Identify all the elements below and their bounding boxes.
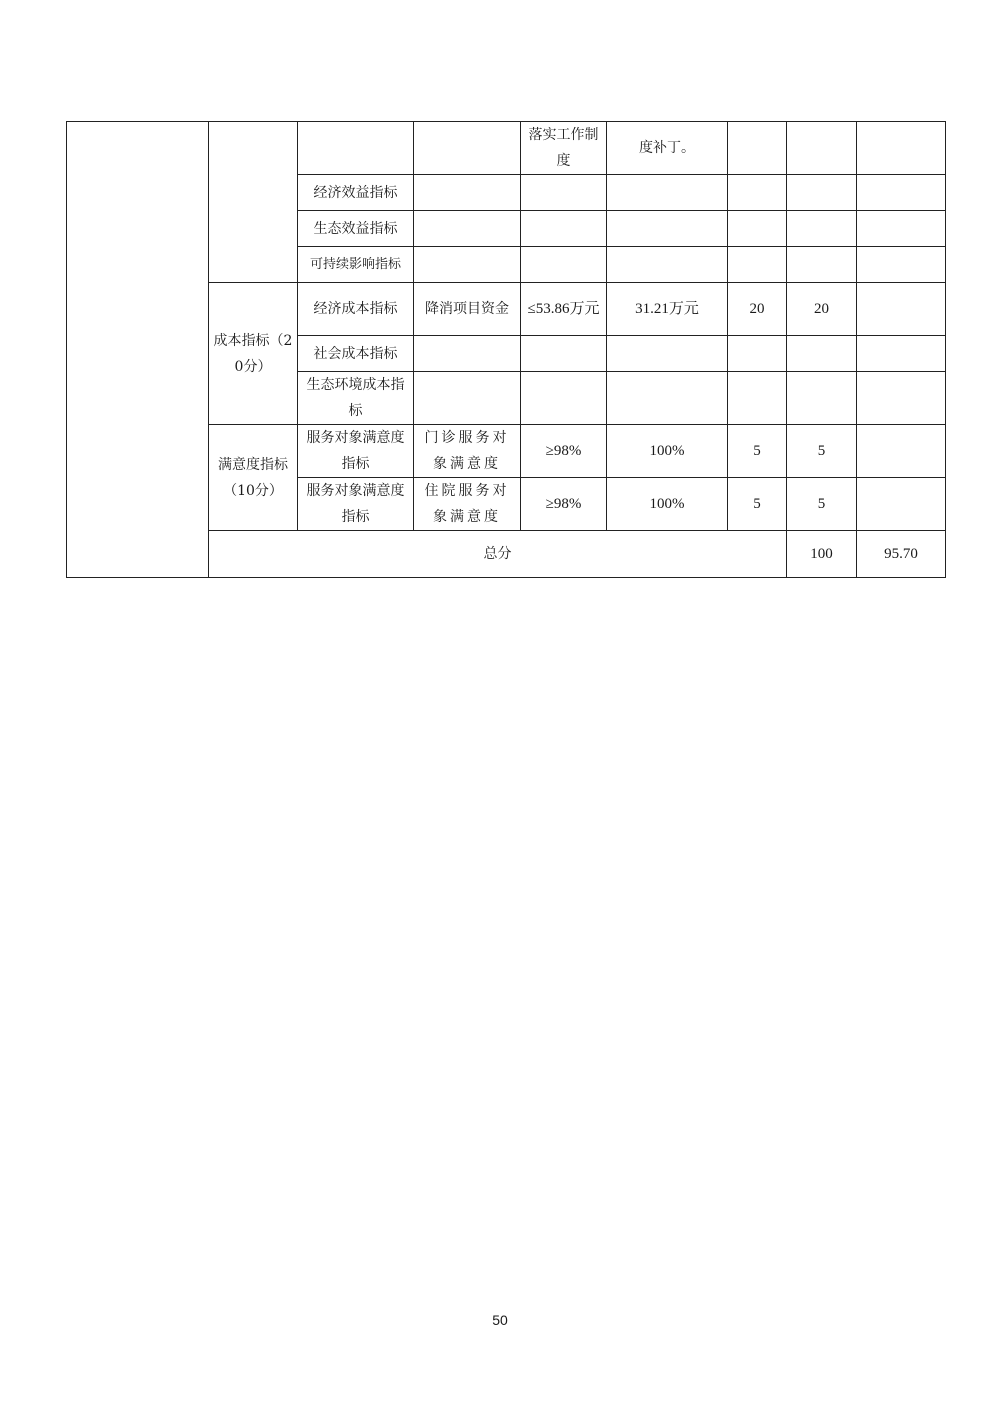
indicator-item-cell: 降消项目资金 (414, 283, 521, 336)
third-level-indicator-cell: 社会成本指标 (298, 336, 414, 372)
total-weight: 100 (787, 531, 857, 578)
satisfaction-indicator-label: 满意度指标（10分） (209, 425, 298, 531)
table-row (67, 122, 946, 175)
third-level-indicator-cell: 服务对象满意度指标 (298, 478, 414, 531)
performance-table (66, 121, 946, 578)
target-value-cell: ≤53.86万元 (521, 283, 607, 336)
score-cell: 20 (787, 283, 857, 336)
third-level-indicator-cell: 可持续影响指标 (298, 247, 414, 283)
actual-value-cell: 100% (607, 478, 728, 531)
third-level-indicator-cell: 经济成本指标 (298, 283, 414, 336)
first-level-indicator-cell (67, 122, 209, 578)
indicator-value-cell: 落实工作制度 (521, 122, 607, 175)
indicator-item-cell: 门诊服务对象满意度 (414, 425, 521, 478)
third-level-indicator-cell: 经济效益指标 (298, 175, 414, 211)
weight-cell: 20 (728, 283, 787, 336)
actual-value-cell: 度补丁。 (607, 122, 728, 175)
third-level-indicator-cell: 生态效益指标 (298, 211, 414, 247)
actual-value-cell: 31.21万元 (607, 283, 728, 336)
page-number: 50 (492, 1312, 508, 1328)
third-level-indicator-cell: 生态环境成本指标 (298, 372, 414, 425)
indicator-item-cell: 住院服务对象满意度 (414, 478, 521, 531)
cost-indicator-label: 成本指标（20分） (209, 283, 298, 425)
score-cell: 5 (787, 425, 857, 478)
total-label: 总分 (209, 531, 787, 578)
target-value-cell: ≥98% (521, 478, 607, 531)
second-level-indicator-cell (209, 122, 298, 283)
total-score: 95.70 (857, 531, 946, 578)
actual-value-cell: 100% (607, 425, 728, 478)
target-value-cell: ≥98% (521, 425, 607, 478)
weight-cell: 5 (728, 425, 787, 478)
third-level-indicator-cell: 服务对象满意度指标 (298, 425, 414, 478)
score-cell: 5 (787, 478, 857, 531)
weight-cell: 5 (728, 478, 787, 531)
